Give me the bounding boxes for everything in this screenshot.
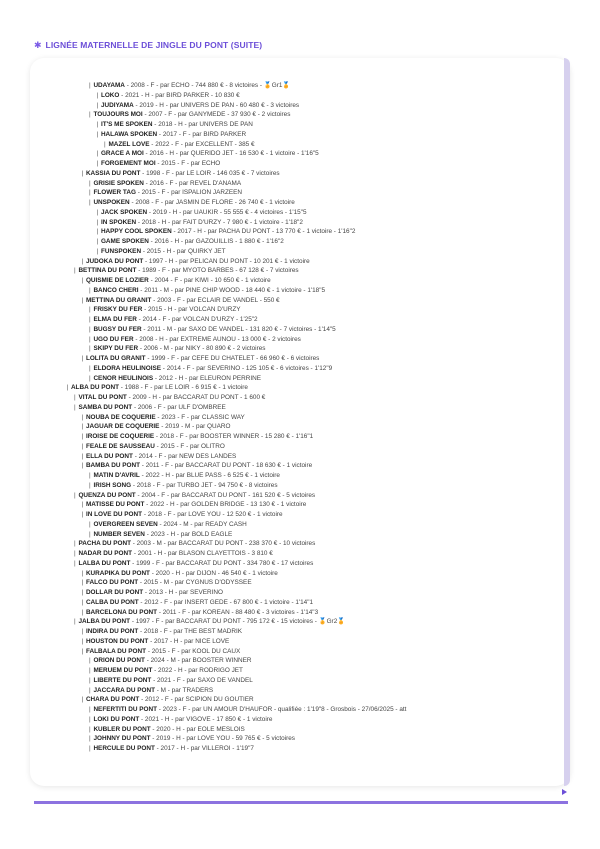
tree-branch-marker: | bbox=[74, 394, 78, 401]
pedigree-entry bbox=[97, 92, 240, 100]
horse-name: HOUSTON DU PONT bbox=[85, 637, 149, 645]
horse-details: - 2024 - M - par BOOSTER WINNER bbox=[144, 657, 252, 665]
pedigree-entry bbox=[89, 375, 261, 383]
horse-details: - 2022 - H - par BLUE PASS - 6 525 € - 1 victoire bbox=[139, 472, 280, 479]
horse-name: KUBLER DU PONT bbox=[93, 725, 151, 733]
pedigree-entry bbox=[104, 141, 255, 149]
horse-name: KURAPIKA DU PONT bbox=[85, 569, 150, 577]
horse-details: - 2011 - F - par BACCARAT DU PONT - 18 630 € - 1 victoire bbox=[140, 462, 313, 470]
pedigree-entry bbox=[89, 316, 258, 324]
tree-branch-marker: | bbox=[89, 706, 93, 713]
horse-details: - 2022 - H - par RODRIGO JET bbox=[152, 667, 243, 674]
horse-details: - 2016 - H - par QUERIDO JET - 16 530 € - 1 victoire - 1'16"5 bbox=[143, 150, 319, 158]
horse-name: JOHNNY DU PONT bbox=[93, 735, 151, 743]
horse-name: QUENZA DU PONT bbox=[78, 491, 136, 499]
horse-name: PACHA DU PONT bbox=[78, 540, 131, 548]
next-page-arrow-icon[interactable] bbox=[562, 789, 567, 795]
horse-name: DOLLAR DU PONT bbox=[85, 589, 144, 596]
horse-details: - 2020 - H - par EOLE MESLOIS bbox=[150, 725, 245, 733]
pedigree-entry bbox=[82, 453, 237, 461]
horse-details: - 2007 - F - par GANYMEDE - 37 930 € - 2 victoires bbox=[142, 111, 291, 119]
tree-branch-marker: | bbox=[81, 423, 85, 431]
horse-name: CENOR HEULINOIS bbox=[93, 374, 154, 382]
horse-details: - 2008 - H - par EXTREME AUNOU - 13 000 € - 2 victoires bbox=[133, 335, 301, 343]
pedigree-entry bbox=[89, 472, 280, 480]
horse-details: - 2019 - H - par UNIVERS DE PAN - 60 480 € - 3 victoires bbox=[133, 101, 300, 109]
horse-details: - 2018 - F - par TURBO JET - 94 750 € - 8 victoires bbox=[131, 481, 278, 489]
tree-branch-marker: | bbox=[74, 491, 78, 499]
pedigree-entry bbox=[82, 355, 320, 363]
tree-branch-marker: | bbox=[96, 247, 100, 255]
horse-name: HERCULE DU PONT bbox=[93, 745, 155, 752]
horse-name: LOKI DU PONT bbox=[93, 715, 140, 723]
horse-details: - 2022 - F - par EXCELLENT - 385 € bbox=[149, 140, 255, 148]
horse-details: - M - par TRADERS bbox=[154, 686, 214, 694]
horse-name: BUGSY DU FER bbox=[93, 325, 142, 333]
horse-name: IROISE DE COQUERIE bbox=[85, 433, 155, 440]
tree-branch-marker: | bbox=[81, 696, 85, 704]
pedigree-entry bbox=[89, 531, 232, 539]
pedigree-entry bbox=[82, 589, 224, 597]
horse-name: ORION DU PONT bbox=[93, 657, 145, 665]
horse-name: NEFERTITI DU PONT bbox=[93, 706, 157, 713]
tree-branch-marker: | bbox=[81, 257, 85, 265]
horse-name: FORGEMENT MOI bbox=[100, 160, 156, 167]
horse-details: - 2023 - F - par CLASSIC WAY bbox=[155, 413, 245, 421]
pedigree-entry bbox=[97, 238, 284, 246]
pedigree-entry bbox=[89, 677, 253, 685]
pedigree-entry bbox=[89, 716, 272, 724]
tree-branch-marker: | bbox=[81, 277, 85, 284]
horse-name: SKIPY DU FER bbox=[93, 345, 139, 353]
tree-branch-marker: | bbox=[81, 355, 85, 362]
pedigree-entry bbox=[89, 365, 332, 373]
horse-details: - 2012 - F - par SCIPION DU GOUTIER bbox=[139, 696, 254, 704]
tree-branch-marker: | bbox=[81, 569, 85, 577]
tree-branch-marker: | bbox=[96, 218, 100, 226]
horse-name: ALBA DU PONT bbox=[70, 384, 119, 392]
pedigree-entry bbox=[89, 745, 254, 753]
pedigree-entry bbox=[82, 258, 310, 266]
tree-branch-marker: | bbox=[89, 364, 93, 372]
tree-branch-marker: | bbox=[89, 325, 93, 333]
horse-details: - 2003 - F - par ECLAIR DE VANDEL - 550 € bbox=[151, 296, 280, 304]
tree-branch-marker: | bbox=[74, 403, 78, 411]
horse-details: - 2023 - H - par BOLD EAGLE bbox=[144, 530, 233, 538]
pedigree-entry bbox=[82, 570, 278, 578]
pedigree-entry bbox=[82, 638, 230, 646]
pedigree-entry bbox=[89, 706, 406, 714]
horse-name: JACCARA DU PONT bbox=[93, 686, 155, 694]
tree-branch-marker: | bbox=[81, 579, 85, 587]
tree-branch-marker: | bbox=[89, 316, 93, 323]
tree-branch-marker: | bbox=[96, 130, 100, 138]
pedigree-entry bbox=[97, 102, 300, 110]
horse-details: - 2004 - F - par KIWI - 10 650 € - 1 victoire bbox=[148, 277, 271, 284]
pedigree-entry bbox=[97, 209, 307, 217]
pedigree-entry bbox=[82, 423, 231, 431]
tree-branch-marker: | bbox=[81, 462, 85, 470]
horse-details: - 2015 - F - par ISPALION JARZEEN bbox=[135, 189, 242, 197]
pedigree-entry bbox=[97, 248, 226, 256]
horse-name: NOUBA DE COQUERIE bbox=[85, 413, 156, 421]
horse-details: - 2016 - H - par GAZOUILLIS - 1 880 € - 1'16"2 bbox=[148, 238, 284, 245]
pedigree-entry bbox=[97, 219, 303, 227]
horse-details: - 2021 - H - par VIGOVE - 17 850 € - 1 victoire bbox=[139, 715, 273, 723]
horse-details: - 2009 - H - par BACCARAT DU PONT - 1 600 € bbox=[126, 394, 266, 401]
horse-details: - 2011 - M - par SAXO DE VANDEL - 131 820 € - 7 victoires - 1'14"5 bbox=[141, 325, 336, 333]
horse-details: - 1997 - H - par PELICAN DU PONT - 10 201 € - 1 victoire bbox=[143, 257, 310, 265]
pedigree-entry bbox=[89, 726, 245, 734]
tree-branch-marker: | bbox=[96, 121, 100, 128]
tree-branch-marker: | bbox=[89, 111, 93, 119]
horse-name: LALBA DU PONT bbox=[78, 559, 131, 567]
tree-branch-marker: | bbox=[81, 598, 85, 606]
tree-branch-marker: | bbox=[89, 335, 93, 343]
tree-branch-marker: | bbox=[81, 452, 85, 460]
tree-branch-marker: | bbox=[96, 160, 100, 167]
horse-name: FUNSPOKEN bbox=[100, 247, 142, 255]
horse-details: - 2022 - H - par GOLDEN BRIDGE - 13 130 € - 1 victoire bbox=[144, 501, 307, 509]
horse-name: IRISH SONG bbox=[93, 481, 132, 489]
horse-details: - 2017 - F - par BIRD PARKER bbox=[157, 130, 247, 138]
pedigree-entry bbox=[97, 160, 221, 168]
page-header bbox=[0, 0, 600, 62]
horse-details: - 2017 - H - par NICE LOVE bbox=[148, 637, 230, 645]
pedigree-entry bbox=[89, 667, 243, 675]
horse-name: CHARA DU PONT bbox=[85, 696, 140, 704]
tree-branch-marker: | bbox=[81, 433, 85, 440]
tree-branch-marker: | bbox=[81, 511, 85, 518]
pedigree-entry bbox=[89, 687, 213, 695]
horse-details: - 2006 - M - par NIKY - 80 890 € - 2 victoires bbox=[138, 345, 266, 353]
pedigree-entry bbox=[89, 326, 336, 334]
tree-branch-marker: | bbox=[89, 199, 93, 206]
pedigree-entry bbox=[89, 189, 242, 197]
pedigree-entry bbox=[74, 267, 299, 275]
pedigree-entry bbox=[74, 618, 345, 626]
tree-branch-marker: | bbox=[74, 550, 78, 557]
tree-branch-marker: | bbox=[81, 637, 85, 645]
horse-details: - 2011 - F - par KOREAN - 88 480 € - 3 victoires - 1'14"3 bbox=[157, 608, 319, 616]
horse-name: HALAWA SPOKEN bbox=[100, 130, 158, 138]
pedigree-entry bbox=[97, 121, 253, 129]
pedigree-entry bbox=[74, 492, 315, 500]
horse-details: - 2014 - F - par VOLCAN D'URZY - 1'25"2 bbox=[136, 316, 258, 323]
horse-details: - 2001 - H - par BLASON CLAYETTOIS - 3 810 € bbox=[132, 550, 273, 557]
horse-name: FEALE DE SAUSSEAU bbox=[85, 442, 155, 450]
pedigree-entry bbox=[97, 150, 319, 158]
horse-name: JAGUAR DE COQUERIE bbox=[85, 423, 160, 431]
horse-details: - 2014 - F - par SEVERINO - 125 105 € - 6 victoires - 1'12"9 bbox=[161, 364, 333, 372]
horse-name: BANCO CHERI bbox=[93, 286, 139, 294]
horse-name: TOUJOURS MOI bbox=[93, 111, 143, 119]
horse-name: GRACE A MOI bbox=[100, 150, 144, 158]
horse-name: BAMBA DU PONT bbox=[85, 462, 141, 470]
pedigree-entry bbox=[89, 111, 290, 119]
tree-branch-marker: | bbox=[89, 745, 93, 752]
horse-details: - 2003 - M - par BACCARAT DU PONT - 238 370 € - 10 victoires bbox=[130, 540, 316, 548]
tree-branch-marker: | bbox=[89, 715, 93, 723]
tree-branch-marker: | bbox=[89, 179, 93, 187]
tree-branch-marker: | bbox=[89, 472, 93, 479]
pedigree-entry bbox=[67, 384, 248, 392]
pedigree-entry bbox=[89, 306, 241, 314]
pedigree-entry bbox=[89, 82, 290, 90]
horse-name: QUISMIE DE LOZIER bbox=[85, 277, 149, 284]
pedigree-entry bbox=[82, 297, 280, 305]
horse-name: CALBA DU PONT bbox=[85, 598, 139, 606]
tree-branch-marker: | bbox=[74, 618, 78, 626]
tree-branch-marker: | bbox=[81, 169, 85, 177]
horse-details: - 2019 - M - par QUARO bbox=[159, 423, 231, 431]
horse-details: - 2006 - F - par ULF D'OMBREE bbox=[132, 403, 226, 411]
horse-name: MERUEM DU PONT bbox=[93, 667, 153, 674]
pedigree-entry bbox=[82, 414, 245, 422]
pedigree-entry bbox=[74, 540, 315, 548]
horse-details: - 2017 - H - par VILLEROI - 1'19"7 bbox=[154, 745, 254, 752]
tree-branch-marker: | bbox=[89, 520, 93, 528]
pedigree-entry bbox=[74, 560, 313, 568]
pedigree-entry bbox=[74, 404, 226, 412]
horse-details: - 2023 - F - par UN AMOUR D'HAUFOR - qualifiée : 1'19"8 - Grosbois - 27/06/2025 - att bbox=[157, 706, 407, 713]
horse-details: - 1997 - F - par BACCARAT DU PONT - 795 172 € - 15 victoires - 🏅Gr2🏅 bbox=[130, 618, 346, 626]
horse-details: - 2008 - F - par JASMIN DE FLORE - 26 740 € - 1 victoire bbox=[129, 199, 295, 206]
horse-details: - 2018 - F - par BOOSTER WINNER - 15 280 € - 1'16"1 bbox=[154, 433, 314, 440]
horse-name: LOLITA DU GRANIT bbox=[85, 355, 146, 362]
pedigree-entry bbox=[82, 579, 252, 587]
section-title-row bbox=[34, 40, 262, 50]
horse-name: JUDIYAMA bbox=[100, 101, 134, 109]
horse-name: UNSPOKEN bbox=[93, 199, 130, 206]
horse-details: - 2021 - H - par BIRD PARKER - 10 830 € bbox=[119, 91, 240, 99]
horse-details: - 2015 - F - par KOOL DU CAUX bbox=[146, 647, 241, 655]
horse-name: METTINA DU GRANIT bbox=[85, 296, 152, 304]
tree-branch-marker: | bbox=[96, 208, 100, 216]
pedigree-entry bbox=[97, 131, 247, 139]
tree-branch-marker: | bbox=[81, 413, 85, 421]
tree-branch-marker: | bbox=[81, 501, 85, 509]
pedigree-entry bbox=[89, 482, 278, 490]
horse-name: FRISKY DU FER bbox=[93, 306, 143, 314]
tree-branch-marker: | bbox=[81, 608, 85, 616]
horse-details: - 2018 - F - par LOVE YOU - 12 520 € - 1 victoire bbox=[142, 511, 283, 518]
horse-name: MATIN D'AVRIL bbox=[93, 472, 140, 479]
horse-name: IT'S ME SPOKEN bbox=[100, 121, 153, 128]
horse-details: - 2020 - H - par DIJON - 46 540 € - 1 victoire bbox=[149, 569, 278, 577]
pedigree-entry bbox=[89, 199, 295, 207]
tree-branch-marker: | bbox=[89, 676, 93, 684]
horse-details: - 1988 - F - par LE LOIR - 6 915 € - 1 victoire bbox=[118, 384, 248, 392]
tree-branch-marker: | bbox=[89, 189, 93, 197]
pedigree-entry bbox=[82, 696, 254, 704]
horse-name: NUMBER SEVEN bbox=[93, 530, 145, 538]
horse-name: BARCELONA DU PONT bbox=[85, 608, 158, 616]
tree-branch-marker: | bbox=[89, 735, 93, 743]
horse-name: FALCO DU PONT bbox=[85, 579, 139, 587]
pedigree-entry bbox=[82, 170, 280, 178]
tree-branch-marker: | bbox=[89, 686, 93, 694]
pedigree-entry bbox=[74, 394, 265, 402]
pedigree-entry bbox=[74, 550, 273, 558]
horse-details: - 2014 - F - par NEW DES LANDES bbox=[132, 452, 237, 460]
tree-branch-marker: | bbox=[89, 306, 93, 314]
horse-name: UGO DU FER bbox=[93, 335, 134, 343]
pedigree-entry bbox=[82, 433, 314, 441]
tree-branch-marker: | bbox=[89, 725, 93, 733]
horse-details: - 2015 - F - par ECHO bbox=[155, 160, 221, 167]
tree-branch-marker: | bbox=[89, 82, 93, 89]
tree-branch-marker: | bbox=[89, 667, 93, 674]
tree-branch-marker: | bbox=[81, 442, 85, 450]
pedigree-entry bbox=[89, 657, 251, 665]
pedigree-entry bbox=[82, 628, 243, 636]
tree-branch-marker: | bbox=[81, 628, 85, 635]
horse-details: - 2015 - H - par VOLCAN D'URZY bbox=[142, 306, 241, 314]
tree-branch-marker: | bbox=[74, 540, 78, 548]
horse-name: HAPPY COOL SPOKEN bbox=[100, 228, 172, 236]
tree-branch-marker: | bbox=[74, 559, 78, 567]
horse-details: - 2015 - F - par OLITRO bbox=[154, 442, 225, 450]
tree-branch-marker: | bbox=[81, 647, 85, 655]
horse-details: - 2017 - H - par PACHA DU PONT - 13 770 € - 1 victoire - 1'16"2 bbox=[171, 228, 356, 236]
horse-name: OVERGREEN SEVEN bbox=[93, 520, 158, 528]
pedigree-entry bbox=[89, 336, 301, 344]
pedigree-entry bbox=[89, 287, 325, 295]
horse-details: - 2012 - H - par ELEURON PERRINE bbox=[153, 374, 262, 382]
horse-name: FALBALA DU PONT bbox=[85, 647, 147, 655]
horse-name: NADAR DU PONT bbox=[78, 550, 133, 557]
horse-name: GAME SPOKEN bbox=[100, 238, 149, 245]
horse-name: LOKO bbox=[100, 91, 120, 99]
horse-details: - 1999 - F - par BACCARAT DU PONT - 334 780 € - 17 victoires bbox=[130, 559, 314, 567]
star-icon: ✱ bbox=[34, 40, 42, 50]
horse-name: ELLA DU PONT bbox=[85, 452, 133, 460]
pedigree-entry bbox=[82, 609, 319, 617]
horse-details: - 2004 - F - par BACCARAT DU PONT - 161 520 € - 5 victoires bbox=[135, 491, 316, 499]
horse-name: MAZEL LOVE bbox=[108, 140, 150, 148]
pedigree-entry bbox=[82, 648, 241, 656]
tree-branch-marker: | bbox=[89, 374, 93, 382]
horse-name: JACK SPOKEN bbox=[100, 208, 148, 216]
horse-details: - 1989 - F - par MYOTO BARBES - 67 128 € - 7 victoires bbox=[136, 267, 299, 275]
horse-name: JUDOKA DU PONT bbox=[85, 257, 144, 265]
pedigree-entry bbox=[82, 511, 283, 519]
horse-details: - 1998 - F - par LE LOIR - 146 035 € - 7 victoires bbox=[140, 169, 280, 177]
horse-details: - 2008 - F - par ECHO - 744 880 € - 8 victoires - 🏅Gr1🏅 bbox=[124, 82, 291, 89]
horse-details: - 2019 - H - par LOVE YOU - 59 765 € - 5 victoires bbox=[150, 735, 295, 743]
horse-name: ELMA DU FER bbox=[93, 316, 137, 323]
card-edge-tab bbox=[564, 58, 570, 786]
tree-branch-marker: | bbox=[96, 150, 100, 158]
pedigree-entry bbox=[82, 277, 271, 285]
horse-name: JALBA DU PONT bbox=[78, 618, 131, 626]
tree-branch-marker: | bbox=[96, 91, 100, 99]
pedigree-entry bbox=[82, 501, 307, 509]
tree-branch-marker: | bbox=[96, 238, 100, 245]
horse-details: - 2018 - F - par THE BEST MADRIK bbox=[138, 628, 243, 635]
horse-details: - 2019 - H - par UAUKIR - 55 555 € - 4 victoires - 1'15"5 bbox=[147, 208, 307, 216]
horse-details: - 2018 - H - par UNIVERS DE PAN bbox=[152, 121, 253, 128]
section-title: LIGNÉE MATERNELLE DE JINGLE DU PONT (SUITE) bbox=[45, 40, 263, 50]
tree-branch-marker: | bbox=[81, 589, 85, 596]
tree-branch-marker: | bbox=[96, 101, 100, 109]
pedigree-entry bbox=[82, 599, 314, 607]
horse-details: - 2015 - M - par CYGNUS D'ODYSSEE bbox=[138, 579, 252, 587]
pedigree-entry bbox=[97, 228, 356, 236]
horse-name: VITAL DU PONT bbox=[78, 394, 127, 401]
horse-details: - 2016 - F - par REVEL D'ANAMA bbox=[143, 179, 242, 187]
horse-details: - 1999 - F - par CEFE DU CHATELET - 66 960 € - 6 victoires bbox=[145, 355, 320, 362]
footer-rule bbox=[34, 801, 568, 804]
horse-name: GRISIE SPOKEN bbox=[93, 179, 144, 187]
tree-branch-marker: | bbox=[81, 296, 85, 304]
horse-details: - 2012 - F - par INSERT GEDE - 67 800 € - 1 victoire - 1'14"1 bbox=[138, 598, 314, 606]
horse-name: BETTINA DU PONT bbox=[78, 267, 137, 275]
horse-name: INDIRA DU PONT bbox=[85, 628, 139, 635]
tree-branch-marker: | bbox=[96, 228, 100, 236]
horse-name: UDAYAMA bbox=[93, 82, 125, 89]
horse-name: LIBERTE DU PONT bbox=[93, 676, 152, 684]
horse-name: MATISSE DU PONT bbox=[85, 501, 145, 509]
tree-branch-marker: | bbox=[74, 267, 78, 275]
tree-branch-marker: | bbox=[89, 286, 93, 294]
tree-branch-marker: | bbox=[89, 481, 93, 489]
horse-name: FLOWER TAG bbox=[93, 189, 136, 197]
horse-details: - 2015 - H - par QUIRKY JET bbox=[141, 247, 226, 255]
horse-details: - 2013 - H - par SEVERINO bbox=[143, 589, 224, 596]
pedigree-entry bbox=[89, 521, 247, 529]
pedigree-entry bbox=[82, 462, 313, 470]
tree-branch-marker: | bbox=[66, 384, 70, 392]
horse-name: ELDORA HEULINOISE bbox=[93, 364, 162, 372]
horse-name: IN LOVE DU PONT bbox=[85, 511, 143, 518]
pedigree-entry bbox=[89, 180, 241, 188]
horse-details: - 2021 - F - par SAXO DE VANDEL bbox=[151, 676, 253, 684]
pedigree-entry bbox=[89, 735, 295, 743]
horse-name: KASSIA DU PONT bbox=[85, 169, 141, 177]
horse-name: SAMBA DU PONT bbox=[78, 403, 133, 411]
pedigree-entry bbox=[82, 443, 225, 451]
horse-details: - 2011 - M - par PINE CHIP WOOD - 18 440 € - 1 victoire - 1'18"5 bbox=[138, 286, 326, 294]
tree-branch-marker: | bbox=[89, 657, 93, 665]
horse-details: - 2018 - H - par FAIT D'URZY - 7 980 € - 1 victoire - 1'18"2 bbox=[136, 218, 303, 226]
horse-name: IN SPOKEN bbox=[100, 218, 137, 226]
pedigree-entry bbox=[89, 345, 265, 353]
tree-branch-marker: | bbox=[89, 345, 93, 353]
tree-branch-marker: | bbox=[104, 140, 108, 148]
horse-details: - 2024 - M - par READY CASH bbox=[157, 520, 247, 528]
tree-branch-marker: | bbox=[89, 530, 93, 538]
